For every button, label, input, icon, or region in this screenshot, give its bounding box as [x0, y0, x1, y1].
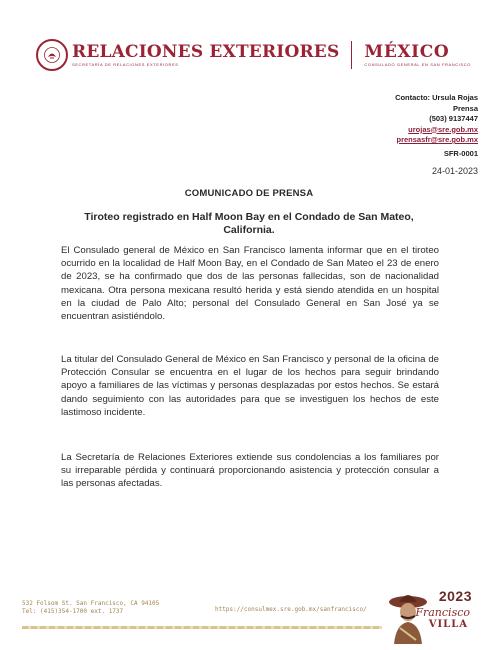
contact-role: Prensa	[452, 103, 478, 113]
badge-name-first: Francisco	[415, 606, 470, 619]
document-subtitle: Tiroteo registrado en Half Moon Bay en el Condado de San Mateo, California.	[84, 211, 414, 236]
mexico-brand	[364, 43, 471, 67]
contact-email-link[interactable]: urojas@sre.gob.mx	[408, 124, 478, 134]
phone-line: Tel: (415)354-1700 ext. 1737	[22, 607, 124, 615]
mexico-title: MÉXICO	[364, 42, 450, 62]
contact-phone: (503) 9137447	[429, 114, 478, 123]
consulate-url-link[interactable]: https://consulmex.sre.gob.mx/sanfrancisco/	[215, 606, 367, 613]
badge-name-last: VILLA	[428, 619, 468, 630]
eagle-seal-icon	[36, 39, 68, 71]
sre-brand	[72, 43, 339, 67]
francisco-villa-badge	[384, 586, 484, 646]
letterhead	[36, 40, 471, 70]
contact-name: Contacto: Ursula Rojas	[395, 93, 478, 102]
paragraph: La Secretaría de Relaciones Exteriores extiende sus condolencias a los familiares por su irreparable pérdida y continuará proporcionando asistencia y protección consular a las personas afectadas.	[61, 452, 439, 490]
sre-subtitle: SECRETARÍA DE RELACIONES EXTERIORES	[72, 62, 179, 67]
sre-title: RELACIONES EXTERIORES	[72, 42, 340, 62]
decorative-band	[22, 626, 382, 629]
consulate-subtitle: CONSULADO GENERAL EN SAN FRANCISCO	[364, 62, 471, 67]
footer-address	[22, 600, 159, 615]
contact-block	[395, 93, 478, 159]
reference-number: SFR-0001	[443, 148, 478, 158]
paragraph: El Consulado general de México en San Francisco lamenta informar que en el tiroteo ocurrido en la localidad de Half Moon Bay, en el Condado de San Mateo el 23 de enero de 2023, se ha confirmado que dos de las personas fallecidas, son de nacionalidad mexicana. Otra persona mexicana resultó herida y está siendo atendida en un hospital en la ciudad de Palo Alto; personal del Consulado General en San José ya se encuentran asistiéndolo.	[61, 245, 439, 323]
paragraph: La titular del Consulado General de México en San Francisco y personal de la oficina de Protección Consular se encuentra en el lugar de los hechos para seguir brindando apoyo a familiares de las víctimas y personas desplazadas por estos hechos. Se estará dando seguimiento con las autoridades para que se investiguen los hechos de este lastimoso incidente.	[61, 354, 439, 418]
document-date: 24-01-2023	[431, 166, 478, 176]
press-email-link[interactable]: prensasfr@sre.gob.mx	[396, 135, 478, 144]
address-line: 532 Folsom St. San Francisco, CA 94105	[22, 600, 160, 607]
header-divider	[351, 41, 352, 69]
badge-year: 2023	[438, 588, 472, 604]
document-title: COMUNICADO DE PRENSA	[184, 188, 314, 199]
